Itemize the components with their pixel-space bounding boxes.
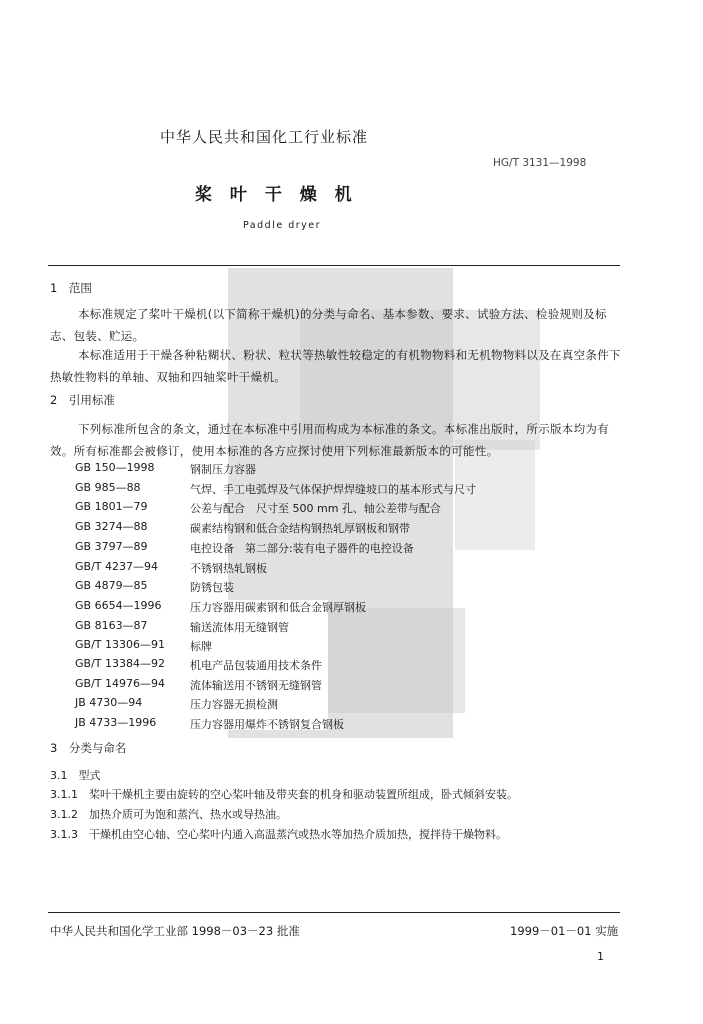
- page-number: 1: [597, 950, 604, 963]
- standard-code: JB 4730—94: [75, 696, 143, 709]
- issuer-approval: 中华人民共和国化学工业部 1998－03－23 批准: [50, 924, 300, 938]
- standard-title: 标牌: [190, 640, 212, 653]
- section-heading: 2 引用标准: [50, 393, 115, 407]
- standard-code: GB 3274—88: [75, 520, 148, 533]
- standard-title: 不锈钢热轧钢板: [190, 562, 267, 575]
- standard-code: GB 3797—89: [75, 540, 148, 553]
- standard-code: GB 6654—1996: [75, 599, 162, 612]
- standard-code: GB/T 13306—91: [75, 638, 165, 651]
- standard-title: 输送流体用无缝钢管: [190, 621, 289, 634]
- standard-number: HG/T 3131—1998: [493, 157, 587, 169]
- scan-smear: [325, 608, 465, 713]
- standard-code: GB 4879—85: [75, 579, 148, 592]
- standard-code: GB 1801—79: [75, 500, 148, 513]
- standard-title: 钢制压力容器: [190, 463, 256, 476]
- paragraph: 下列标准所包含的条文，通过在本标准中引用而构成为本标准的条文。本标准出版时，所示版本均为有效。所有标准都会被修订，使用本标准的各方应探讨使用下列标准最新版本的可能性。: [50, 422, 609, 458]
- standard-code: GB 8163—87: [75, 619, 148, 632]
- standard-code: JB 4733—1996: [75, 716, 157, 729]
- header-rule: [48, 265, 620, 266]
- section-heading: 3 分类与命名: [50, 741, 127, 755]
- clause-item: 3.1.2 加热介质可为饱和蒸汽、热水或导热油。: [50, 808, 287, 821]
- paragraph: 本标准适用于干燥各种粘糊状、粉状、粒状等热敏性较稳定的有机物物料和无机物物料以及在真空条件下热敏性物料的单轴、双轴和四轴桨叶干燥机。: [50, 348, 621, 384]
- clause-item: 3.1.1 桨叶干燥机主要由旋转的空心桨叶轴及带夹套的机身和驱动装置所组成，卧式倾斜安装。: [50, 788, 518, 801]
- effective-date: 1999－01－01 实施: [510, 924, 619, 938]
- document-title-en: Paddle dryer: [243, 220, 321, 231]
- standard-title: 碳素结构钢和低合金结构钢热轧厚钢板和钢带: [190, 522, 410, 535]
- org-title: 中华人民共和国化工行业标准: [160, 128, 369, 146]
- standard-code: GB 150—1998: [75, 461, 155, 474]
- paragraph: 本标准规定了桨叶干燥机(以下简称干燥机)的分类与命名、基本参数、要求、试验方法、检验规则及标志、包装、贮运。: [50, 307, 607, 343]
- standard-title: 防锈包装: [190, 581, 234, 594]
- standard-code: GB/T 14976—94: [75, 677, 165, 690]
- standard-title: 公差与配合 尺寸至 500 mm 孔、轴公差带与配合: [190, 502, 441, 515]
- section-heading: 1 范围: [50, 281, 92, 295]
- standard-title: 压力容器无损检测: [190, 698, 278, 711]
- standard-title: 流体输送用不锈钢无缝钢管: [190, 679, 322, 692]
- standard-title: 电控设备 第二部分:装有电子器件的电控设备: [190, 542, 414, 555]
- clause-item: 3.1.3 干燥机由空心轴、空心桨叶内通入高温蒸汽或热水等加热介质加热，搅拌待干燥物料。: [50, 828, 507, 841]
- standard-title: 压力容器用爆炸不锈钢复合钢板: [190, 718, 344, 731]
- standard-code: GB/T 13384—92: [75, 657, 165, 670]
- standard-title: 气焊、手工电弧焊及气体保护焊焊缝坡口的基本形式与尺寸: [190, 483, 476, 496]
- standard-title: 机电产品包装通用技术条件: [190, 659, 322, 672]
- subsection-heading: 3.1 型式: [50, 769, 101, 782]
- standard-code: GB 985—88: [75, 481, 141, 494]
- standard-code: GB/T 4237—94: [75, 560, 158, 573]
- footer-rule: [48, 912, 620, 913]
- standard-title: 压力容器用碳素钢和低合金钢厚钢板: [190, 601, 366, 614]
- document-title: 桨 叶 干 燥 机: [195, 185, 358, 205]
